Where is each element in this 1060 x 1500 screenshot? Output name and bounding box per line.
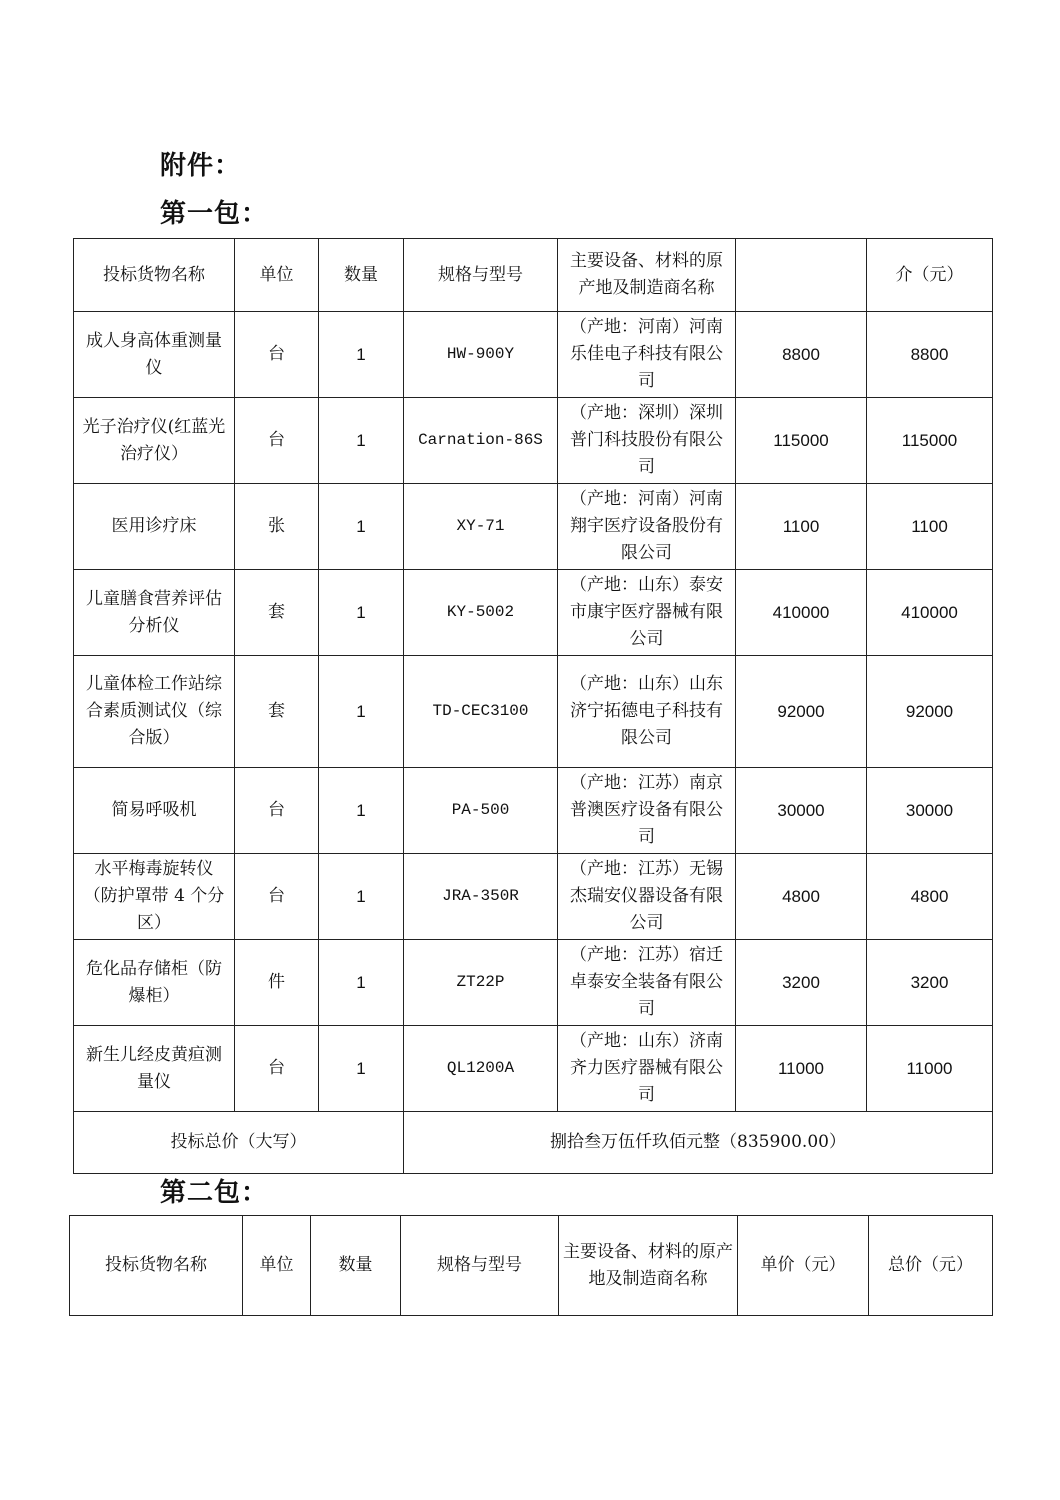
cell-unit-price: 8800: [736, 312, 867, 398]
package1-header-row: [74, 239, 993, 312]
cell-unit: 件: [235, 940, 319, 1026]
table-row: [74, 940, 993, 1026]
table-row: [74, 1026, 993, 1112]
cell-spec: ZT22P: [404, 940, 558, 1026]
total-value: 捌拾叁万伍仟玖佰元整（835900.00）: [404, 1112, 993, 1174]
cell-total-price: 410000: [867, 570, 993, 656]
cell-origin: （产地：江苏）宿迁卓泰安全装备有限公司: [558, 940, 736, 1026]
cell-unit: 台: [235, 312, 319, 398]
total-row: [74, 1112, 993, 1174]
cell-total-price: 1100: [867, 484, 993, 570]
cell-spec: Carnation-86S: [404, 398, 558, 484]
cell-qty: 1: [319, 1026, 404, 1112]
cell-spec: JRA-350R: [404, 854, 558, 940]
table-row: [74, 570, 993, 656]
cell-qty: 1: [319, 570, 404, 656]
cell-name: 危化品存储柜（防爆柜）: [74, 940, 235, 1026]
header-unit-price: [736, 239, 867, 312]
header-unit: 单位: [235, 239, 319, 312]
package2-table: [69, 1215, 993, 1316]
cell-unit-price: 410000: [736, 570, 867, 656]
header-origin: 主要设备、材料的原产地及制造商名称: [558, 239, 736, 312]
cell-unit-price: 30000: [736, 768, 867, 854]
header-unit-price: 单价（元）: [738, 1216, 869, 1316]
cell-unit-price: 11000: [736, 1026, 867, 1112]
cell-origin: （产地：山东）山东济宁拓德电子科技有限公司: [558, 656, 736, 768]
cell-name: 成人身高体重测量仪: [74, 312, 235, 398]
cell-spec: HW-900Y: [404, 312, 558, 398]
cell-total-price: 115000: [867, 398, 993, 484]
header-unit: 单位: [243, 1216, 311, 1316]
header-total-price: 介（元）: [867, 239, 993, 312]
cell-unit: 台: [235, 1026, 319, 1112]
cell-origin: （产地：深圳）深圳普门科技股份有限公司: [558, 398, 736, 484]
header-spec: 规格与型号: [404, 239, 558, 312]
cell-unit: 台: [235, 768, 319, 854]
header-qty: 数量: [311, 1216, 401, 1316]
cell-qty: 1: [319, 484, 404, 570]
cell-unit: 套: [235, 656, 319, 768]
cell-unit: 套: [235, 570, 319, 656]
cell-name: 水平梅毒旋转仪（防护罩带 4 个分区）: [74, 854, 235, 940]
cell-qty: 1: [319, 768, 404, 854]
header-qty: 数量: [319, 239, 404, 312]
cell-qty: 1: [319, 656, 404, 768]
cell-total-price: 4800: [867, 854, 993, 940]
cell-total-price: 30000: [867, 768, 993, 854]
header-spec: 规格与型号: [401, 1216, 559, 1316]
header-total-price: 总价（元）: [869, 1216, 993, 1316]
cell-total-price: 3200: [867, 940, 993, 1026]
cell-qty: 1: [319, 854, 404, 940]
cell-name: 简易呼吸机: [74, 768, 235, 854]
package1-heading: 第一包：: [160, 199, 269, 229]
header-name: 投标货物名称: [74, 239, 235, 312]
header-name: 投标货物名称: [70, 1216, 243, 1316]
cell-name: 儿童体检工作站综合素质测试仪（综合版）: [74, 656, 235, 768]
cell-total-price: 92000: [867, 656, 993, 768]
cell-spec: KY-5002: [404, 570, 558, 656]
cell-qty: 1: [319, 312, 404, 398]
cell-unit: 台: [235, 854, 319, 940]
cell-name: 光子治疗仪(红蓝光治疗仪）: [74, 398, 235, 484]
total-label: 投标总价（大写）: [74, 1112, 404, 1174]
package2-header-row: [70, 1216, 993, 1316]
cell-unit-price: 3200: [736, 940, 867, 1026]
package1-table: [73, 238, 993, 1174]
cell-origin: （产地：江苏）无锡杰瑞安仪器设备有限公司: [558, 854, 736, 940]
cell-name: 新生儿经皮黄疸测量仪: [74, 1026, 235, 1112]
table-row: [74, 398, 993, 484]
cell-unit: 张: [235, 484, 319, 570]
package2-heading: 第二包：: [160, 1178, 269, 1208]
cell-name: 儿童膳食营养评估分析仪: [74, 570, 235, 656]
cell-origin: （产地：河南）河南乐佳电子科技有限公司: [558, 312, 736, 398]
table-row: [74, 484, 993, 570]
cell-total-price: 11000: [867, 1026, 993, 1112]
cell-spec: PA-500: [404, 768, 558, 854]
cell-origin: （产地：江苏）南京普澳医疗设备有限公司: [558, 768, 736, 854]
cell-origin: （产地：山东）济南齐力医疗器械有限公司: [558, 1026, 736, 1112]
cell-name: 医用诊疗床: [74, 484, 235, 570]
attachment-heading: 附件：: [160, 151, 242, 181]
cell-origin: （产地：山东）泰安市康宇医疗器械有限公司: [558, 570, 736, 656]
table-row: [74, 768, 993, 854]
cell-qty: 1: [319, 940, 404, 1026]
cell-unit-price: 115000: [736, 398, 867, 484]
table-row: [74, 312, 993, 398]
cell-unit-price: 92000: [736, 656, 867, 768]
cell-unit-price: 4800: [736, 854, 867, 940]
table-row: [74, 854, 993, 940]
cell-unit: 台: [235, 398, 319, 484]
cell-qty: 1: [319, 398, 404, 484]
cell-origin: （产地：河南）河南翔宇医疗设备股份有限公司: [558, 484, 736, 570]
cell-spec: TD-CEC3100: [404, 656, 558, 768]
table-row: [74, 656, 993, 768]
cell-unit-price: 1100: [736, 484, 867, 570]
cell-spec: XY-71: [404, 484, 558, 570]
cell-spec: QL1200A: [404, 1026, 558, 1112]
header-origin: 主要设备、材料的原产地及制造商名称: [559, 1216, 738, 1316]
cell-total-price: 8800: [867, 312, 993, 398]
